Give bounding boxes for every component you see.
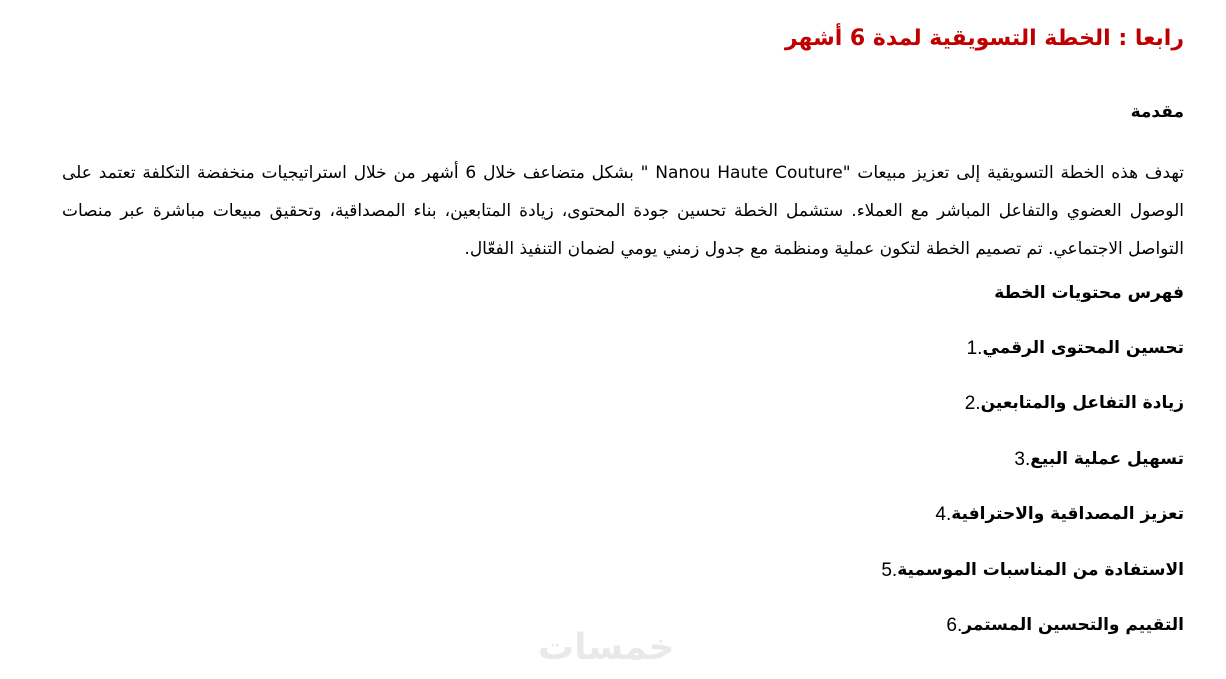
- toc-title: فهرس محتويات الخطة: [994, 283, 1184, 303]
- toc-item: [584, 338, 1184, 393]
- toc-item-label: تعزيز المصداقية والاحترافية: [951, 504, 1184, 525]
- intro-paragraph: تهدف هذه الخطة التسويقية إلى تعزيز مبيعات "Nanou Haute Couture " بشكل متضاعف خلال 6 أشهر من خلال استراتيجيات منخفضة التكلفة تعتمد على الوصول العضوي والتفاعل المباشر مع العملاء. ستشمل الخطة تحسين جودة المحتوى، زيادة المتابعين، بناء المصداقية، وتحقيق مبيعات مباشرة عبر منصات التواصل الاجتماعي. تم تصميم الخطة لتكون عملية ومنظمة مع جدول زمني يومي لضمان التنفيذ الفعّال.: [62, 163, 1185, 259]
- toc-item-label: تسهيل عملية البيع: [1030, 448, 1184, 469]
- toc-item-number: 5.: [881, 559, 898, 581]
- toc-item-label: تحسين المحتوى الرقمي: [982, 338, 1184, 358]
- toc-item-number: 1.: [966, 338, 983, 359]
- toc-item: [584, 560, 1184, 615]
- watermark-logo: خمسات: [538, 627, 675, 668]
- toc-item: [584, 449, 1184, 504]
- toc-item-label: التقييم والتحسين المستمر: [962, 614, 1184, 635]
- section-heading: رابعا : الخطة التسويقية لمدة 6 أشهر: [784, 26, 1184, 51]
- toc-item-number: 4.: [935, 504, 952, 526]
- intro-title: مقدمة: [1130, 102, 1184, 122]
- toc-item: [584, 393, 1184, 448]
- toc-item-label: زيادة التفاعل والمتابعين: [980, 393, 1184, 414]
- toc-item-number: 2.: [964, 393, 981, 415]
- toc-list: [584, 338, 1184, 670]
- toc-item-label: الاستفادة من المناسبات الموسمية: [897, 559, 1184, 580]
- toc-item-number: 3.: [1014, 448, 1031, 470]
- toc-item-number: 6.: [946, 614, 963, 636]
- toc-item: [584, 504, 1184, 559]
